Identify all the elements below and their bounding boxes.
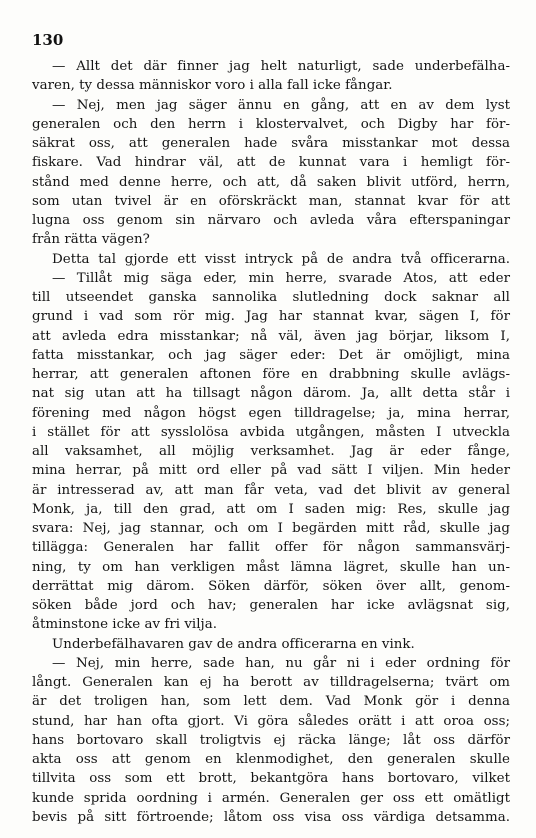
text-line: i stället för att sysslolösa avbida utgången, måsten I utveckla [32, 424, 510, 440]
text-line: bevis på sitt förtroende; låtom oss visa oss värdiga detsamma. [32, 809, 510, 825]
text-line: derrättat mig därom. Söken därför, söken över allt, genom- [32, 578, 510, 594]
body-text [32, 57, 510, 827]
text-line: hans bortovaro skall troligtvis ej räcka länge; låt oss därför [32, 732, 510, 748]
text-line: säkrat oss, att generalen hade svåra misstankar mot dessa [32, 136, 510, 151]
text-line: ning, ty om han verkligen måst lämna lägret, skulle han un- [32, 559, 510, 575]
text-line: varen, ty dessa människor voro i alla fall icke fångar. [32, 78, 393, 94]
text-line: att avleda edra misstankar; nå väl, även jag börjar, liksom I, [32, 328, 510, 344]
text-line: Monk, ja, till den grad, att om I saden mig: Res, skulle jag [32, 501, 510, 517]
text-line: akta oss att genom en klenmodighet, den generalen skulle [32, 752, 510, 767]
text-line: långt. Generalen kan ej ha berott av tilldragelserna; tvärt om [32, 675, 510, 690]
text-line: lugna oss genom sin närvaro och avleda våra efterspaningar [32, 213, 510, 228]
text-line: fiskare. Vad hindrar väl, att de kunnat vara i hemligt för- [32, 155, 510, 171]
text-line: grund i vad som rör mig. Jag har stannat kvar, sägen I, för [32, 309, 510, 325]
text-line: svara: Nej, jag stannar, och om I begärden mitt råd, skulle jag [32, 521, 510, 536]
text-line: — Nej, min herre, sade han, nu går ni i eder ordning för [52, 655, 510, 671]
text-line: generalen och den herrn i klostervalvet, och Digby har för- [32, 116, 510, 132]
text-line: Detta tal gjorde ett visst intryck på de andra två officerarna. [52, 251, 510, 267]
text-line: mina herrar, på mitt ord eller på vad sätt I viljen. Min heder [32, 463, 510, 479]
text-line: all vaksamhet, all möjlig verksamhet. Jag är eder fånge, [32, 444, 510, 459]
text-line: stånd med denne herre, och att, då saken blivit utförd, herrn, [32, 174, 510, 190]
text-line: åtminstone icke av fri vilja. [32, 617, 217, 633]
text-line: kunde sprida oordning i armén. Generalen ger oss ett omätligt [32, 790, 510, 806]
text-line: Underbefälhavaren gav de andra officerarna en vink. [52, 636, 415, 652]
text-line: — Allt det där finner jag helt naturligt, sade underbefälha- [52, 59, 510, 74]
text-line: herrar, att generalen aftonen före en drabbning skulle avlägs- [32, 367, 510, 382]
text-line: stund, har han ofta gjort. Vi göra således orätt i att oroa oss; [32, 713, 510, 729]
text-line: från rätta vägen? [32, 232, 150, 248]
text-line: förening med någon högst egen tilldragelse; ja, mina herrar, [32, 405, 510, 421]
text-line: — Nej, men jag säger ännu en gång, att en av dem lyst [52, 97, 510, 113]
text-line: som utan tvivel är en oförskräckt man, stannat kvar för att [32, 193, 510, 209]
text-line: är intresserad av, att man får veta, vad det blivit av general [32, 482, 510, 498]
text-line: fatta misstankar, och jag säger eder: Det är omöjligt, mina [32, 347, 510, 363]
text-line: söken både jord och hav; generalen har icke avlägsnat sig, [32, 598, 510, 613]
text-line: tillägga: Generalen har fallit offer för någon sammansvärj- [32, 540, 510, 556]
text-line: — Tillåt mig säga eder, min herre, svarade Atos, att eder [52, 270, 510, 286]
text-line: tillvita oss som ett brott, bekantgöra hans bortovaro, vilket [32, 771, 510, 787]
text-line: till utseendet ganska sannolika slutledning dock saknar all [32, 290, 510, 305]
text-line: är det troligen han, som lett dem. Vad Monk gör i denna [32, 694, 510, 710]
page-number: 130 [32, 31, 64, 49]
text-line: nat sig utan att ha tillsagt någon därom. Ja, allt detta står i [32, 386, 510, 402]
